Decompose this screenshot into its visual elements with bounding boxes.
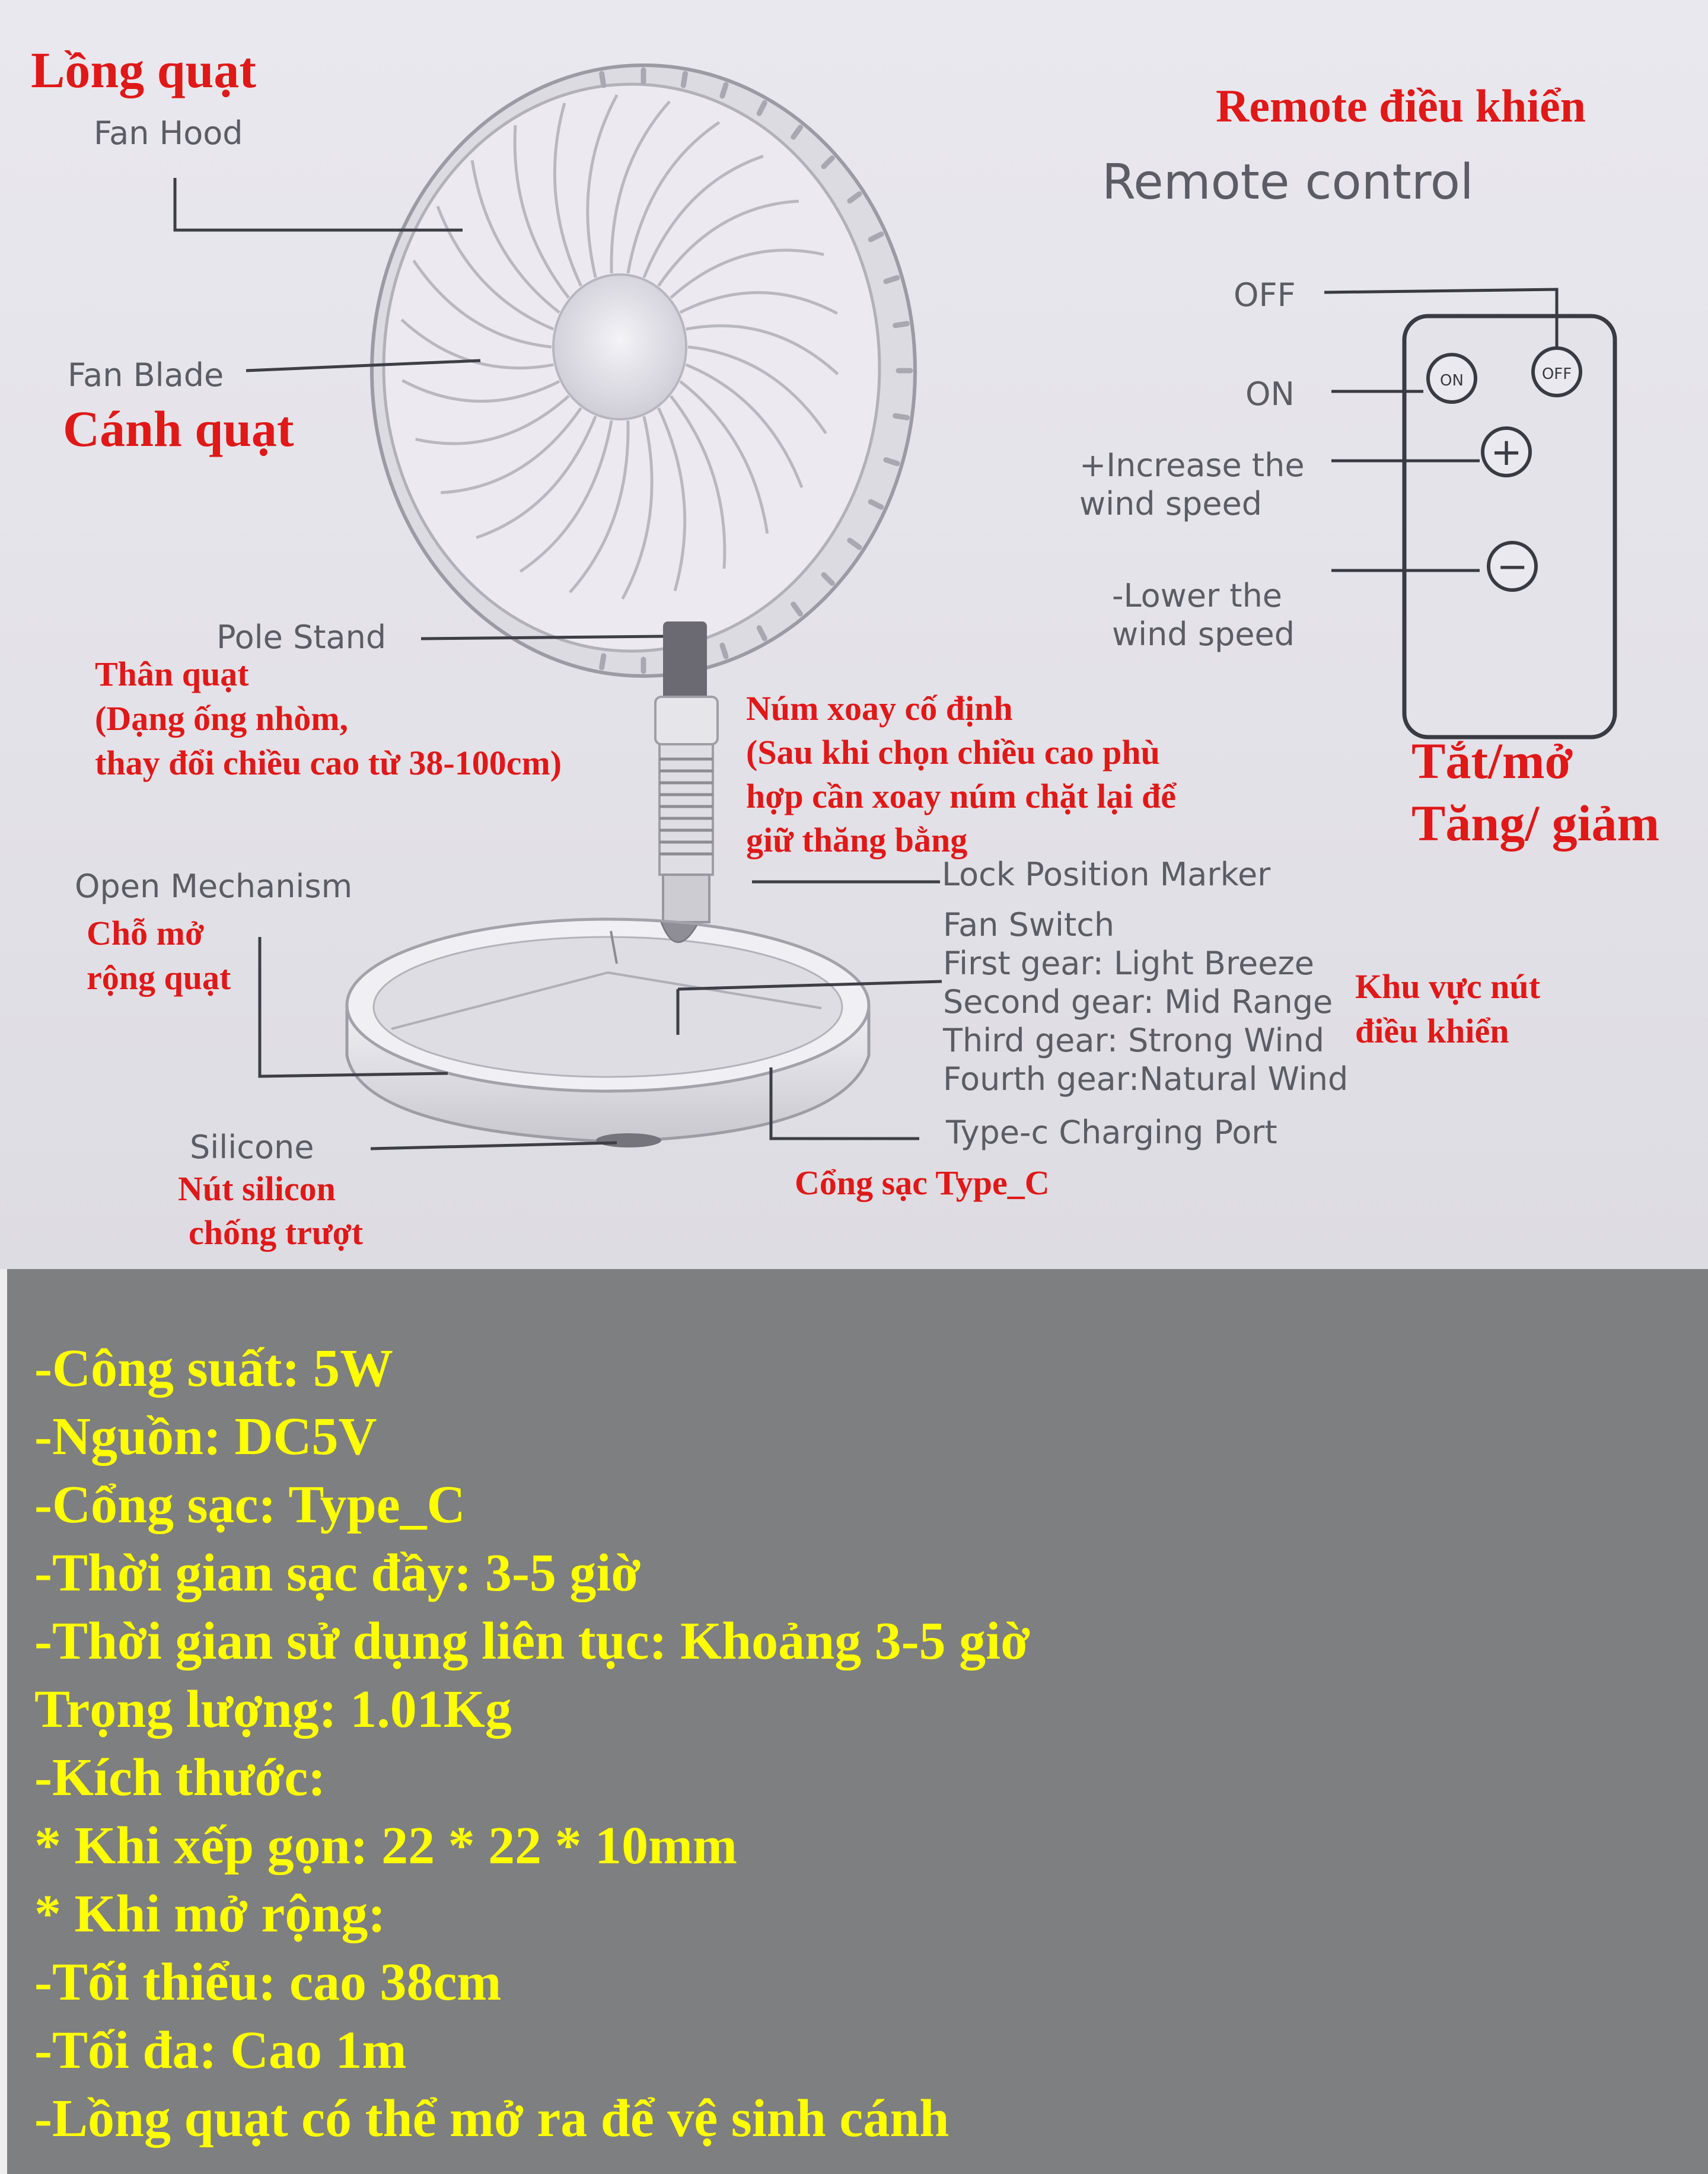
remote-lower-line-1: -Lower the: [1112, 577, 1283, 614]
remote-on-button: ON: [1440, 372, 1464, 390]
spec-item: -Cổng sạc: Type_C: [34, 1475, 466, 1534]
open-mechanism-vn-line-1: Chỗ mở: [87, 914, 205, 952]
fan-switch-en-line-1: Fan Switch: [943, 906, 1115, 943]
spec-item: -Thời gian sạc đầy: 3-5 giờ: [34, 1544, 641, 1602]
spec-item: -Công suất: 5W: [34, 1339, 394, 1398]
fan-switch-en-line-2: First gear: Light Breeze: [943, 945, 1315, 982]
spec-item: -Kích thước:: [34, 1748, 326, 1807]
open-mechanism-vn-line-2: rộng quạt: [87, 958, 231, 997]
spec-list: [34, 1334, 1030, 2153]
remote-vn-note-1: Tắt/mở: [1411, 732, 1573, 789]
remote-plus-button: +: [1490, 431, 1522, 474]
remote-off-label: OFF: [1234, 276, 1296, 314]
remote-vn-title: Remote điều khiển: [1216, 80, 1586, 132]
knob-vn-line-2: (Sau khi chọn chiều cao phù: [746, 733, 1160, 772]
lock-marker-en-label: Lock Position Marker: [942, 856, 1271, 893]
silicone-vn-line-1: Nút silicon: [178, 1169, 336, 1208]
silicone-vn-line-2: chống trượt: [189, 1213, 364, 1252]
spec-item: Trọng lượng: 1.01Kg: [34, 1680, 512, 1739]
remote-vn-note-2: Tăng/ giảm: [1411, 795, 1660, 852]
fan-hood-vn-label: Lồng quạt: [31, 42, 256, 98]
panel-edge: [0, 1269, 7, 2174]
pole-stand-vn-line-3: thay đổi chiều cao từ 38-100cm): [95, 744, 562, 782]
remote-illustration: [1324, 289, 1615, 737]
spec-item: * Khi xếp gọn: 22 * 22 * 10mm: [34, 1816, 738, 1875]
fan-hood-en-label: Fan Hood: [94, 114, 243, 152]
fan-switch-en-line-3: Second gear: Mid Range: [943, 983, 1333, 1021]
remote-minus-button: −: [1496, 545, 1528, 589]
pole-stand-vn-line-1: Thân quạt: [95, 655, 249, 693]
remote-lower-line-2: wind speed: [1112, 616, 1295, 653]
spec-item: -Tối thiểu: cao 38cm: [34, 1953, 502, 2012]
knob-vn-line-1: Núm xoay cố định: [746, 689, 1013, 728]
spec-item: -Lồng quạt có thể mở ra để vệ sinh cánh: [34, 2089, 949, 2148]
fan-head: [372, 65, 915, 676]
fan-blade-en-label: Fan Blade: [68, 356, 224, 394]
spec-item: -Tối đa: Cao 1m: [34, 2021, 407, 2080]
fan-switch-vn-line-1: Khu vực nút: [1355, 967, 1541, 1006]
remote-increase-line-1: +Increase the: [1079, 447, 1305, 484]
fan-base: [347, 919, 869, 1147]
remote-increase-line-2: wind speed: [1079, 485, 1262, 522]
fan-blade-vn-label: Cánh quạt: [63, 400, 294, 457]
silicone-en-label: Silicone: [190, 1129, 314, 1166]
spec-item: -Nguồn: DC5V: [34, 1407, 377, 1466]
remote-on-label: ON: [1245, 375, 1295, 413]
knob-vn-line-4: giữ thăng bằng: [746, 821, 968, 859]
fan-switch-en-line-5: Fourth gear:Natural Wind: [943, 1060, 1349, 1098]
pole-stand-en-label: Pole Stand: [216, 619, 387, 656]
fan-switch-vn-line-2: điều khiển: [1355, 1012, 1509, 1050]
specifications-panel: [0, 1269, 1708, 2174]
open-mechanism-en-label: Open Mechanism: [75, 868, 353, 905]
knob-vn-line-3: hợp cần xoay núm chặt lại để: [746, 777, 1176, 815]
remote-off-button: OFF: [1541, 365, 1572, 383]
pole-stand-vn-line-2: (Dạng ống nhòm,: [95, 699, 349, 738]
charging-port-vn-label: Cổng sạc Type_C: [795, 1163, 1050, 1202]
spec-item: * Khi mở rộng:: [34, 1885, 386, 1943]
spec-item: -Thời gian sử dụng liên tục: Khoảng 3-5 giờ: [34, 1612, 1031, 1671]
fan-switch-en-line-4: Third gear: Strong Wind: [943, 1022, 1324, 1059]
remote-en-title: Remote control: [1102, 154, 1474, 211]
charging-port-en-label: Type-c Charging Port: [946, 1114, 1277, 1151]
